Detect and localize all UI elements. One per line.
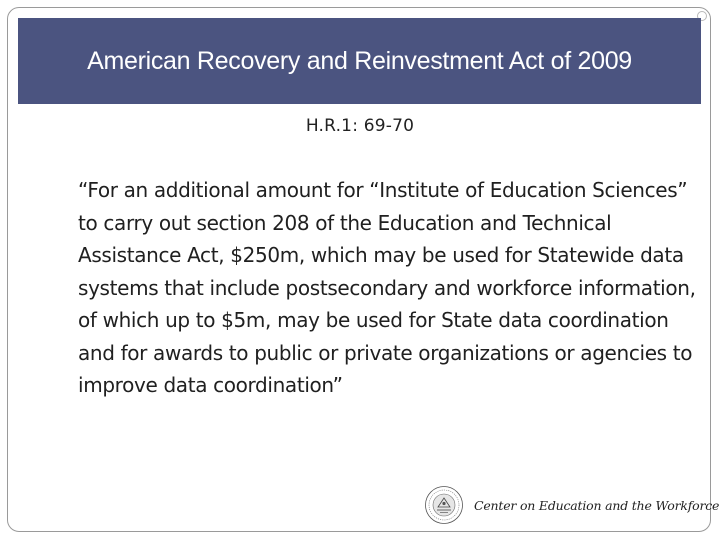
footer	[424, 480, 719, 530]
quote-text: “For an additional amount for “Institute of Education Sciences” to carry out section 208 of the Education and Technical Assistance Act, $250m, which may be used for Statewide data systems that include postsecondary and workforce information, of which up to $5m, may be used for State data coordination and for awards to public or private organizations or agencies to improve data coordination”	[78, 178, 696, 397]
university-seal-icon	[424, 485, 464, 525]
bill-citation: H.R.1: 69-70	[305, 116, 415, 136]
org-name: Center on Education and the Workforce	[474, 497, 720, 513]
slide-title: American Recovery and Reinvestment Act of 2009	[87, 46, 632, 75]
title-bar	[18, 18, 701, 104]
